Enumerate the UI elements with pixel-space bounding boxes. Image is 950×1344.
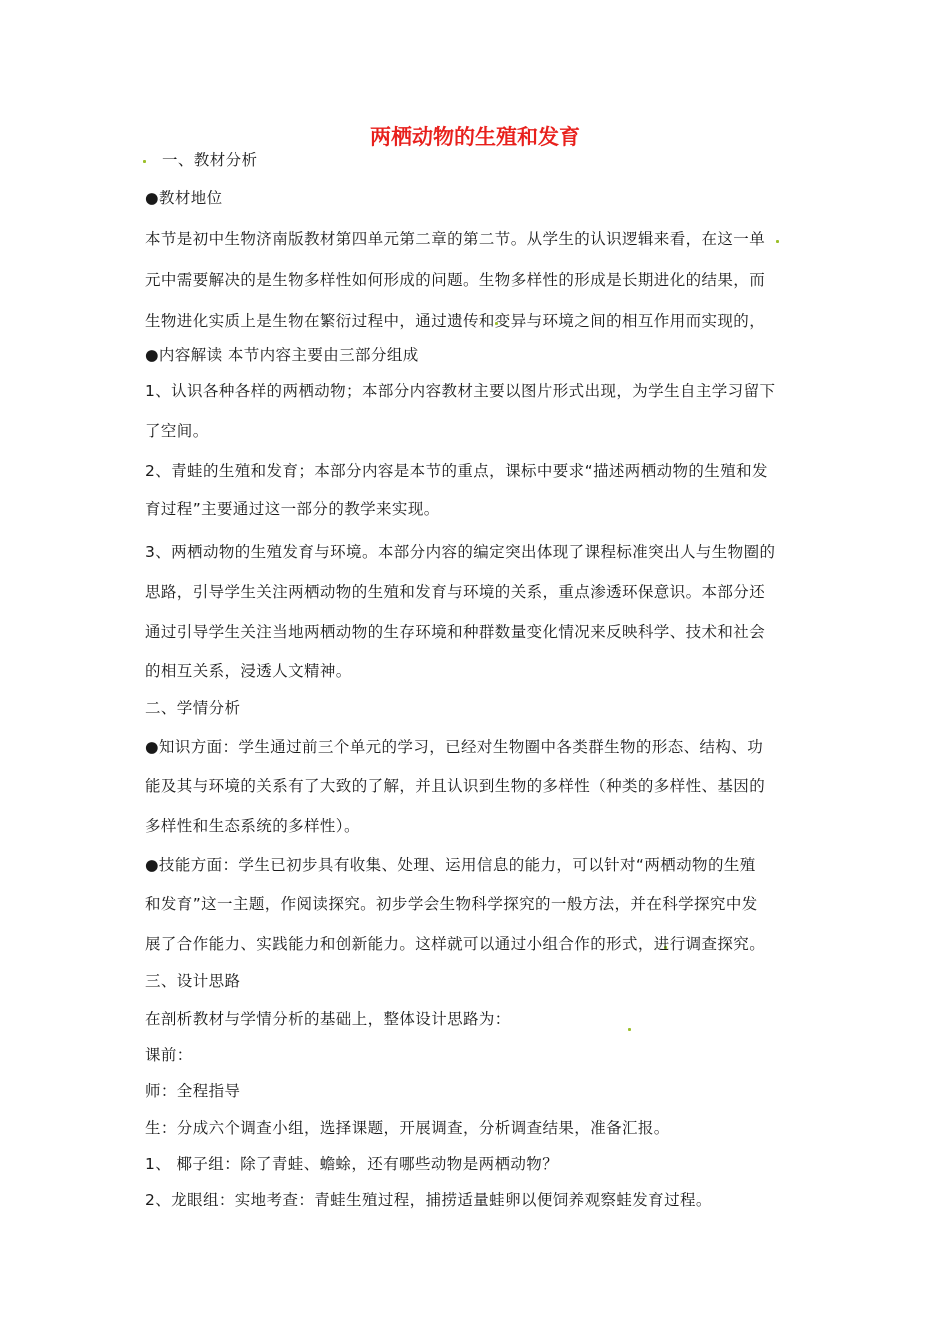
paragraph-line: 生物进化实质上是生物在繁衍过程中，通过遗传和变异与环境之间的相互作用而实现的，	[145, 312, 766, 330]
paragraph-line: 的相互关系，浸透人文精神。	[145, 662, 352, 680]
scan-speck	[143, 160, 146, 163]
paragraph-line: 和发育”这一主题，作阅读探究。初步学会生物科学探究的一般方法，并在科学探究中发	[145, 895, 758, 913]
bullet-heading-content-reading: ●内容解读 本节内容主要由三部分组成	[145, 346, 419, 364]
paragraph-line: 育过程”主要通过这一部分的教学来实现。	[145, 500, 440, 518]
paragraph-line: 本节是初中生物济南版教材第四单元第二章的第二节。从学生的认识逻辑来看，在这一单	[145, 230, 766, 248]
section-heading-learner-analysis: 二、学情分析	[145, 699, 241, 717]
bullet-heading-textbook-position: ●教材地位	[145, 189, 223, 207]
paragraph-line: ●知识方面：学生通过前三个单元的学习，已经对生物圈中各类群生物的形态、结构、功	[145, 738, 764, 756]
list-item: 2、龙眼组：实地考查：青蛙生殖过程，捕捞适量蛙卵以便饲养观察蛙发育过程。	[145, 1191, 712, 1209]
paragraph-line: 在剖析教材与学情分析的基础上，整体设计思路为：	[145, 1010, 511, 1028]
list-item: 1、 椰子组：除了青蛙、蟾蜍，还有哪些动物是两栖动物？	[145, 1155, 559, 1173]
paragraph-line: 3、两栖动物的生殖发育与环境。本部分内容的编定突出体现了课程标准突出人与生物圈的	[145, 543, 776, 561]
paragraph-line: 2、青蛙的生殖和发育；本部分内容是本节的重点，课标中要求“描述两栖动物的生殖和发	[145, 462, 768, 480]
paragraph-line: 思路，引导学生关注两栖动物的生殖和发育与环境的关系，重点渗透环保意识。本部分还	[145, 583, 766, 601]
paragraph-line: 了空间。	[145, 422, 209, 440]
paragraph-line: 通过引导学生关注当地两栖动物的生存环境和种群数量变化情况来反映科学、技术和社会	[145, 623, 766, 641]
paragraph-line: ●技能方面：学生已初步具有收集、处理、运用信息的能力，可以针对“两栖动物的生殖	[145, 856, 756, 874]
paragraph-line: 能及其与环境的关系有了大致的了解，并且认识到生物的多样性（种类的多样性、基因的	[145, 777, 766, 795]
section-heading-design-approach: 三、设计思路	[145, 972, 241, 990]
paragraph-line: 1、认识各种各样的两栖动物；本部分内容教材主要以图片形式出现，为学生自主学习留下	[145, 382, 776, 400]
paragraph-line: 课前：	[145, 1046, 193, 1064]
paragraph-line: 生：分成六个调查小组，选择课题，开展调查，分析调查结果，准备汇报。	[145, 1119, 670, 1137]
paragraph-line: 师：全程指导	[145, 1082, 241, 1100]
paragraph-line: 多样性和生态系统的多样性）。	[145, 817, 360, 835]
document-title: 两栖动物的生殖和发育	[370, 125, 580, 149]
paragraph-line: 元中需要解决的是生物多样性如何形成的问题。生物多样性的形成是长期进化的结果，而	[145, 271, 766, 289]
paragraph-line: 展了合作能力、实践能力和创新能力。这样就可以通过小组合作的形式，进行调查探究。	[145, 935, 766, 953]
section-heading-textbook-analysis: 一、教材分析	[162, 151, 258, 169]
